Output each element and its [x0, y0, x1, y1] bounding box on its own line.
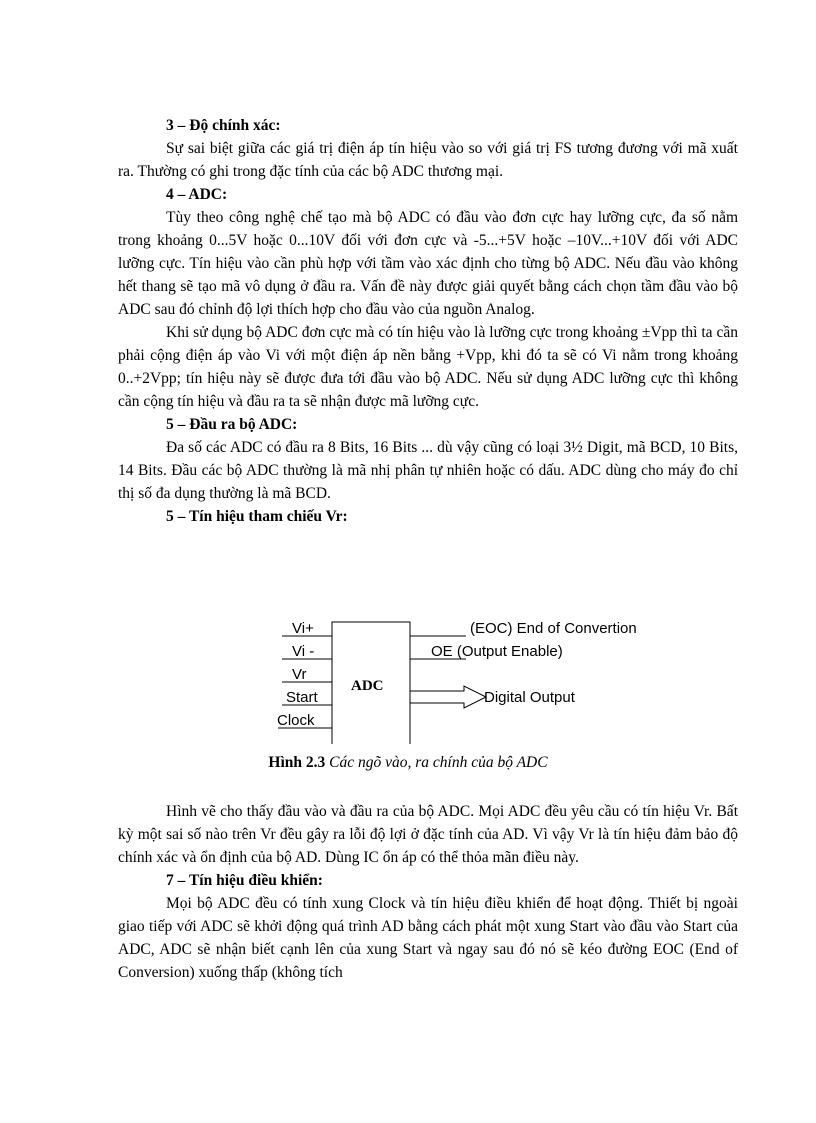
section-5-paragraph: Đa số các ADC có đầu ra 8 Bits, 16 Bits ... dù vậy cũng có loại 3½ Digit, mã BCD, 10 Bits, 14 Bits. Đầu các bộ ADC thường là mã nhị phân tự nhiên hoặc có dấu. ADC dùng cho máy đo chỉ thị số đa dụng thường là mã BCD.	[118, 439, 738, 502]
lower-text	[118, 800, 738, 984]
input-vi-minus: Vi -	[292, 643, 315, 660]
caption-text: Các ngõ vào, ra chính của bộ ADC	[329, 754, 548, 771]
figure-caption	[0, 754, 816, 772]
digital-output-arrow	[410, 686, 486, 708]
section-3-heading: 3 – Độ chính xác:	[166, 117, 281, 134]
section-4-heading: 4 – ADC:	[166, 186, 228, 203]
section-5-heading: 5 – Đầu ra bộ ADC:	[166, 416, 298, 433]
section-3-paragraph: Sự sai biệt giữa các giá trị điện áp tín hiệu vào so với giá trị FS tương đương với mã xuất ra. Thường có ghi trong đặc tính của các bộ ADC thương mại.	[118, 140, 738, 180]
section-6-paragraph: Hình vẽ cho thấy đầu vào và đầu ra của bộ ADC. Mọi ADC đều yêu cầu có tín hiệu Vr. Bất kỳ một sai số nào trên Vr đều gây ra lỗi độ lợi ở đặc tính của AD. Vì vậy Vr là tín hiệu đảm bảo độ chính xác và ổn định của bộ AD. Dùng IC ổn áp có thể thỏa mãn điều này.	[118, 803, 738, 866]
input-start: Start	[286, 689, 318, 706]
section-4-paragraph-1: Tùy theo công nghệ chế tạo mà bộ ADC có đầu vào đơn cực hay lưỡng cực, đa số nằm trong khoảng 0...5V hoặc 0...10V đối với đơn cực và -5...+5V hoặc –10V...+10V đối với ADC lưỡng cực. Tín hiệu vào cần phù hợp với tầm vào xác định cho từng bộ ADC. Nếu đầu vào không hết thang sẽ tạo mã vô dụng ở đầu ra. Vấn đề này được giải quyết bằng cách chọn tầm đầu vào bộ ADC sau đó chỉnh độ lợi thích hợp cho đầu vào của nguồn Analog.	[118, 209, 738, 318]
output-eoc: (EOC) End of Convertion	[470, 620, 637, 637]
section-7-paragraph: Mọi bộ ADC đều có tính xung Clock và tín hiệu điều khiển để hoạt động. Thiết bị ngoài giao tiếp với ADC sẽ khởi động quá trình AD bằng cách phát một xung Start vào đầu vào Start của ADC, ADC sẽ nhận biết cạnh lên của xung Start và ngay sau đó nó sẽ kéo đường EOC (End of Conversion) xuống thấp (không tích	[118, 895, 738, 981]
input-vi-plus: Vi+	[292, 620, 314, 637]
input-clock: Clock	[277, 712, 315, 729]
adc-block-label: ADC	[351, 678, 384, 694]
section-7-heading: 7 – Tín hiệu điều khiển:	[166, 872, 323, 889]
upper-text	[118, 114, 738, 528]
output-digital: Digital Output	[484, 689, 575, 706]
input-vr: Vr	[292, 666, 307, 683]
section-5b-heading: 5 – Tín hiệu tham chiếu Vr:	[166, 508, 348, 525]
section-4-paragraph-2: Khi sử dụng bộ ADC đơn cực mà có tín hiệu vào là lưỡng cực trong khoảng ±Vpp thì ta cần phải cộng điện áp vào Vi với một điện áp nền bằng +Vpp, khi đó ta sẽ có Vi nằm trong khoảng 0..+2Vpp; tín hiệu này sẽ được đưa tới đầu vào bộ ADC. Nếu sử dụng ADC lưỡng cực thì không cần cộng tín hiệu và đầu ra ta sẽ nhận được mã lưỡng cực.	[118, 324, 738, 410]
adc-block-diagram	[0, 604, 816, 744]
output-oe: OE (Output Enable)	[431, 643, 563, 660]
caption-number: Hình 2.3	[268, 754, 326, 771]
